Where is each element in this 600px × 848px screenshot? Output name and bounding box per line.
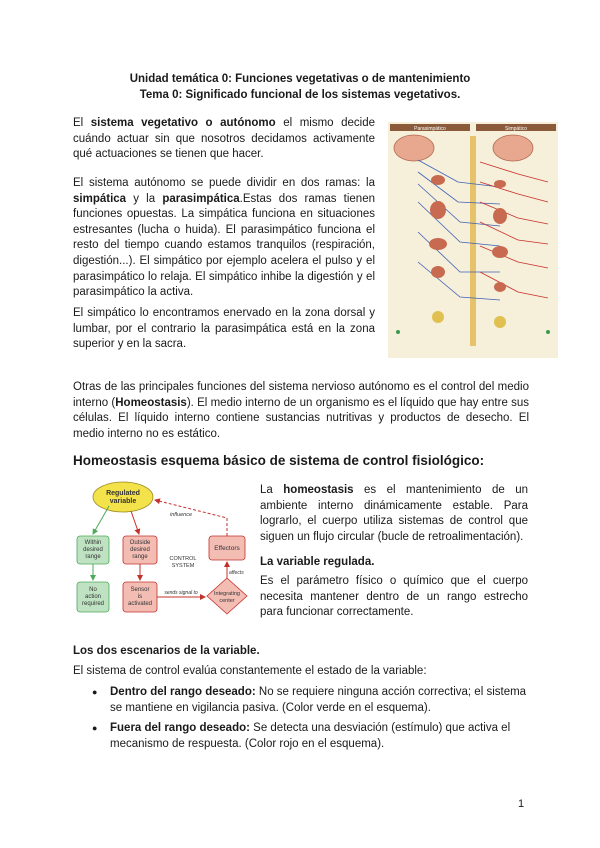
intro-paragraph-2: El sistema autónomo se puede dividir en dos ramas: la simpática y la parasimpática.Estas dos ramas tienen funciones opuestas. La simpática funciona en situaciones estresantes (lucha o huida). El parasimpático funciona el resto del tiempo cuando estamos tranquilos (respiración, digestión...). El simpático por ejemplo acelera el pulso y el parasimpático lo relaja. El simpático inhibe la digestión y el parasimpático la activa.: [73, 177, 375, 299]
control-system-label-1: CONTROL: [169, 556, 197, 562]
within-text-2: desired: [83, 547, 103, 553]
effectors-text: Effectors: [214, 545, 240, 552]
outside-text-2: desired: [130, 547, 150, 553]
integrating-text-1: Integrating: [214, 591, 240, 597]
regulated-text-2: variable: [109, 498, 137, 505]
sensor-text-3: activated: [127, 601, 153, 607]
within-text-3: range: [85, 554, 101, 560]
intro-paragraph-1: El sistema vegetativo o autónomo el mismo decide cuándo actuar sin que nosotros decidamos activamente qué actuaciones se tienen que hacer.: [73, 117, 375, 161]
section-title: Homeostasis esquema básico de sistema de control fisiológico:: [73, 453, 485, 468]
outside-text-1: Outside: [129, 540, 151, 546]
sympathetic-label: Simpático: [505, 126, 527, 132]
parasympathetic-label: Parasimpático: [414, 126, 446, 132]
page-number: 1: [518, 798, 525, 810]
regulated-variable-text: Es el parámetro físico o químico que el cuerpo necesita mantener dentro de un rango estrecho para funcionar correctamente.: [260, 575, 528, 619]
scenarios-list: [90, 685, 530, 757]
scenarios-intro: El sistema de control evalúa constantemente el estado de la variable:: [73, 665, 427, 677]
outside-text-3: range: [132, 554, 148, 560]
no-action-text-1: No: [89, 587, 97, 593]
integrating-text-2: center: [219, 598, 235, 604]
influence-label: influence: [169, 512, 193, 518]
sends-signal-label: sends signal to: [164, 590, 198, 596]
regulated-text-1: Regulated: [106, 490, 140, 497]
list-item: ● Dentro del rango deseado: No se requiere ninguna acción correctiva; el sistema se mantiene en vigilancia pasiva. (Color verde en el esquema).: [90, 685, 530, 716]
no-action-text-2: action: [84, 594, 102, 600]
nervous-system-illustration: [388, 122, 558, 358]
autonomic-nervous-system-figure: [388, 122, 558, 358]
homeostasis-definition: La homeostasis es el mantenimiento de un ambiente interno dinámicamente estable. Para lograrlo, el cuerpo utiliza sistemas de control que siguen un flujo circular (bucle de retroalimentación).: [260, 484, 528, 543]
control-system-illustration: [73, 478, 249, 616]
unit-title: Unidad temática 0: Funciones vegetativas o de mantenimiento: [129, 73, 471, 85]
homeostasis-paragraph: Otras de las principales funciones del sistema nervioso autónomo es el control del medio interno (Homeostasis). El medio interno de un organismo es el líquido que hay entre sus células. El líquido interno contiene sustancias nutritivas y productos de desecho. El medio interno no es estático.: [73, 381, 529, 440]
within-text-1: Within: [84, 540, 102, 546]
affects-label: affects: [229, 570, 244, 576]
scenarios-title: Los dos escenarios de la variable.: [73, 645, 260, 657]
no-action-text-3: required: [81, 601, 105, 607]
regulated-variable-subtitle: La variable regulada.: [260, 556, 375, 568]
sensor-text-2: is: [137, 594, 143, 600]
topic-title: Tema 0: Significado funcional de los sistemas vegetativos.: [139, 89, 461, 101]
intro-paragraph-3: El simpático lo encontramos enervado en la zona dorsal y lumbar, por el contrario la parasimpática está en la zona superior y en la sacra.: [73, 307, 375, 351]
sensor-text-1: Sensor: [130, 587, 150, 593]
control-system-diagram: [73, 478, 249, 616]
control-system-label-2: SYSTEM: [171, 563, 195, 569]
regulated-variable-node: [93, 482, 153, 512]
list-item: ● Fuera del rango deseado: Se detecta una desviación (estímulo) que activa el mecanismo de respuesta. (Color rojo en el esquema).: [90, 721, 530, 752]
